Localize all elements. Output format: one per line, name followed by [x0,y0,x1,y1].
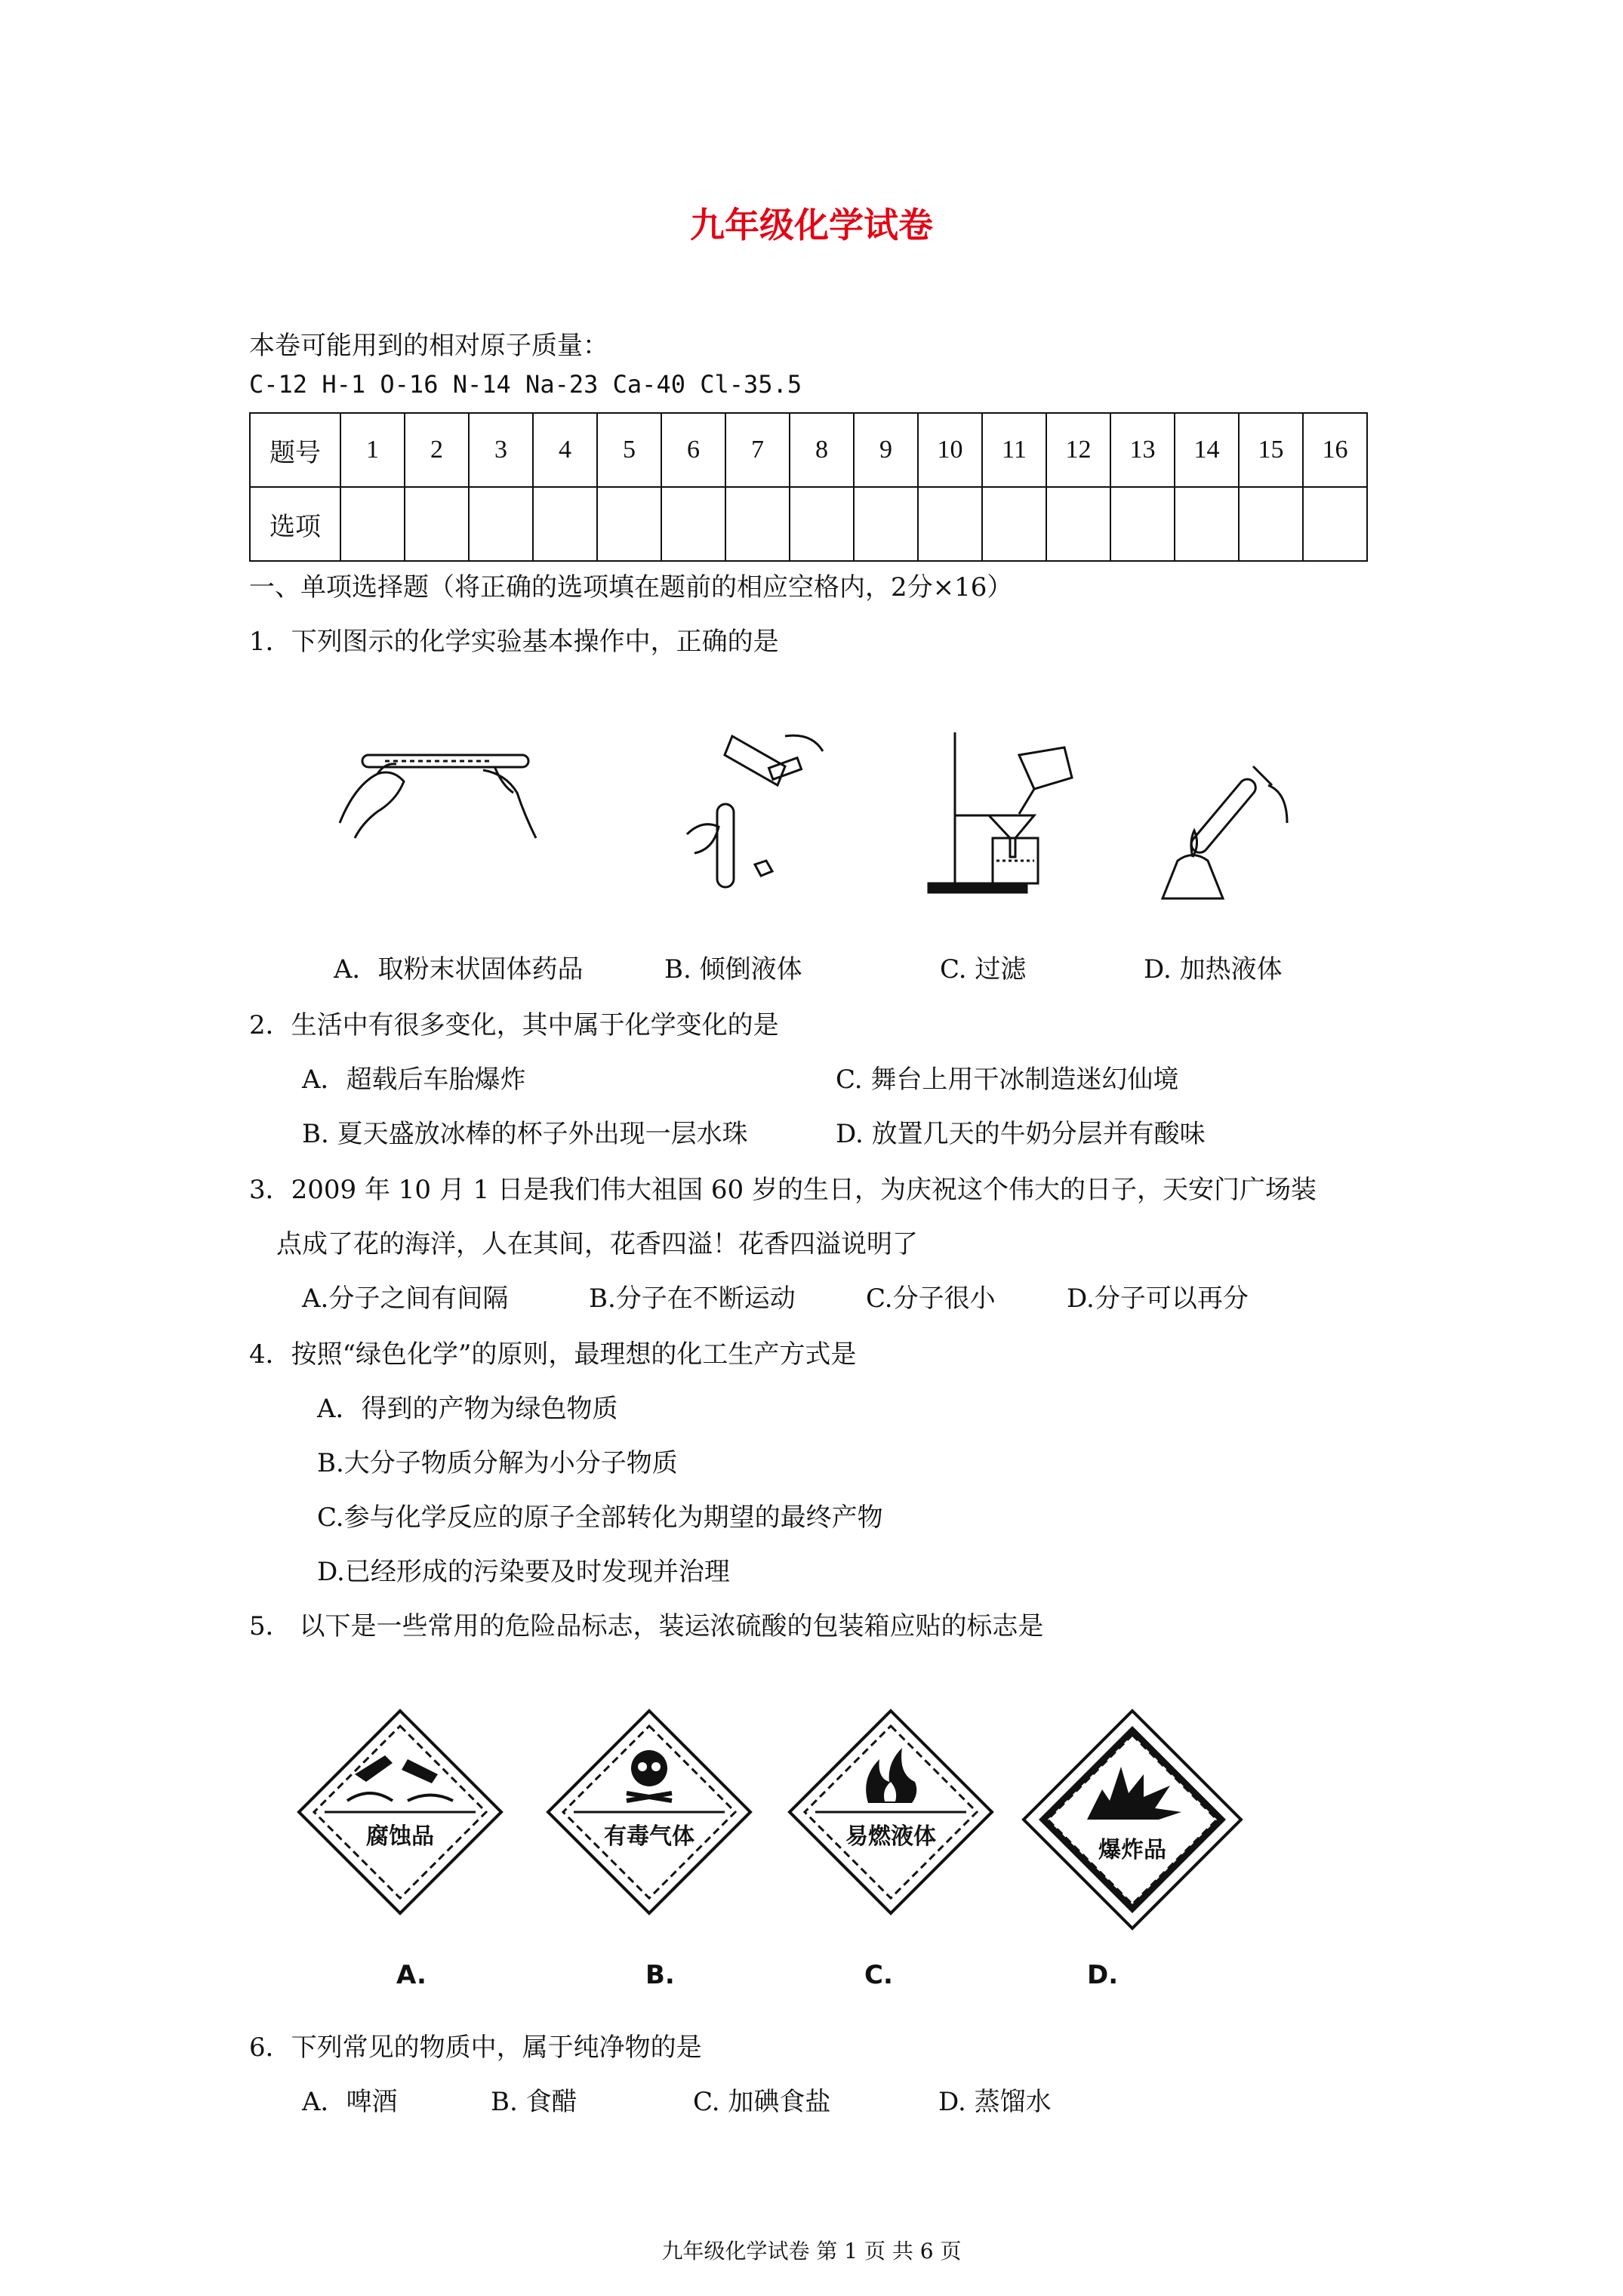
q2-stem: 2．生活中有很多变化，其中属于化学变化的是 [249,1010,779,1040]
answer-number: 9 [854,413,918,487]
answer-number: 3 [469,413,533,487]
sign-letter-d: D. [1087,1960,1119,1990]
page-footer: 九年级化学试卷 第 1 页 共 6 页 [661,2239,962,2264]
answer-cell[interactable] [1239,487,1303,561]
answer-number: 11 [982,413,1046,487]
q2-option-b: B. 夏天盛放冰棒的杯子外出现一层水珠 [302,1119,748,1149]
flammable-liquid-sign-icon [785,1706,996,1918]
answer-cell[interactable] [725,487,790,561]
answer-table-row1-label: 题号 [250,413,340,487]
answer-table-number-row [250,413,1367,487]
q2-option-d: D. 放置几天的牛奶分层并有酸味 [836,1119,1206,1149]
q4-option-c: C.参与化学反应的原子全部转化为期望的最终产物 [317,1502,883,1533]
q4-stem: 4．按照“绿色化学”的原则，最理想的化工生产方式是 [249,1339,857,1370]
explosive-sign-icon [1019,1706,1246,1933]
beaker-upper [1019,747,1072,789]
funnel [989,815,1034,857]
answer-cell[interactable] [1303,487,1367,561]
answer-number: 16 [1303,413,1367,487]
q3-stem: 3．2009 年 10 月 1 日是我们伟大祖国 60 岁的生日，为庆祝这个伟大的日子，天安门广场装 [249,1175,1317,1205]
answer-table [249,412,1368,562]
test-tube [717,804,734,887]
test-tube-angled [1188,776,1259,856]
answer-cell[interactable] [340,487,405,561]
q3-option-d: D.分子可以再分 [1067,1284,1249,1314]
q4-option-b: B.大分子物质分解为小分子物质 [317,1448,678,1478]
q3-stem-continued: 点成了花的海洋，人在其间，花香四溢！花香四溢说明了 [276,1229,918,1259]
answer-cell[interactable] [854,487,918,561]
answer-cell[interactable] [982,487,1046,561]
alcohol-lamp [1163,855,1223,899]
q3-option-a: A.分子之间有间隔 [302,1284,509,1314]
q3-option-b: B.分子在不断运动 [589,1284,796,1314]
answer-cell[interactable] [1175,487,1239,561]
q5-stem: 5． 以下是一些常用的危险品标志，装运浓硫酸的包装箱应贴的标志是 [249,1611,1044,1641]
sign-letter-c: C. [864,1960,893,1990]
answer-number: 13 [1110,413,1175,487]
answer-cell[interactable] [661,487,725,561]
answer-cell[interactable] [790,487,854,561]
intro-label: 本卷可能用到的相对原子质量： [249,331,608,361]
answer-number: 7 [725,413,790,487]
answer-number: 5 [597,413,661,487]
q1-stem: 1．下列图示的化学实验基本操作中，正确的是 [249,627,779,657]
q4-option-a: A．得到的产物为绿色物质 [317,1394,618,1424]
flammable-liquid-label: 易燃液体 [845,1823,936,1850]
answer-cell[interactable] [469,487,533,561]
answer-number: 1 [340,413,405,487]
answer-cell[interactable] [405,487,469,561]
q6-option-d: D. 蒸馏水 [938,2087,1052,2117]
answer-number: 6 [661,413,725,487]
page-title: 九年级化学试卷 [690,205,933,245]
answer-table-row2-label: 选项 [250,487,340,561]
corrosive-sign-icon [294,1706,506,1918]
answer-number: 2 [405,413,469,487]
answer-number: 15 [1239,413,1303,487]
hazard-signs-row [294,1706,1246,1933]
stopper [755,861,772,876]
glass-rod [1019,789,1034,814]
heating-liquid-figure [1147,755,1313,906]
q2-option-a: A．超载后车胎爆炸 [302,1065,526,1095]
q1-option-d: D. 加热液体 [1144,954,1283,985]
answer-cell[interactable] [533,487,597,561]
answer-number: 12 [1046,413,1110,487]
answer-number: 8 [790,413,854,487]
atomic-masses: C-12 H-1 O-16 N-14 Na-23 Ca-40 Cl-35.5 [249,370,802,399]
answer-cell[interactable] [918,487,982,561]
corrosive-label: 腐蚀品 [366,1823,434,1850]
answer-number: 10 [918,413,982,487]
tube-holder [1253,766,1272,785]
sign-letter-b: B. [645,1960,675,1990]
q2-option-c: C. 舞台上用干冰制造迷幻仙境 [836,1065,1179,1095]
answer-number: 4 [533,413,597,487]
left-hand [340,772,404,838]
toxic-gas-label: 有毒气体 [604,1823,694,1850]
answer-cell[interactable] [597,487,661,561]
q6-option-b: B. 食醋 [491,2087,577,2117]
q4-option-d: D.已经形成的污染要及时发现并治理 [317,1557,730,1587]
answer-number: 14 [1175,413,1239,487]
answer-table-option-row [250,487,1367,561]
hand [1268,785,1287,823]
section1-heading: 一、单项选择题（将正确的选项填在题前的相应空格内，2分×16） [249,572,1013,603]
iron-stand-base [929,883,1027,892]
flame [1191,831,1197,857]
answer-cell[interactable] [1046,487,1110,561]
explosive-label: 爆炸品 [1098,1837,1166,1863]
q1-option-a: A．取粉末状固体药品 [334,954,584,985]
pouring-liquid-figure [672,721,838,902]
hand [687,824,719,853]
q3-option-c: C.分子很小 [866,1284,996,1314]
filtration-figure [921,725,1102,898]
powder-sampling-figure [332,740,559,853]
q6-option-c: C. 加碘食盐 [693,2087,831,2117]
q1-option-c: C. 过滤 [940,954,1027,985]
toxic-gas-sign-icon [544,1706,755,1918]
answer-cell[interactable] [1110,487,1175,561]
sign-letter-a: A. [396,1960,427,1990]
q6-stem: 6．下列常见的物质中，属于纯净物的是 [249,2032,702,2063]
right-hand [483,770,536,838]
q1-option-b: B. 倾倒液体 [664,954,802,985]
q6-option-a: A．啤酒 [302,2087,398,2117]
